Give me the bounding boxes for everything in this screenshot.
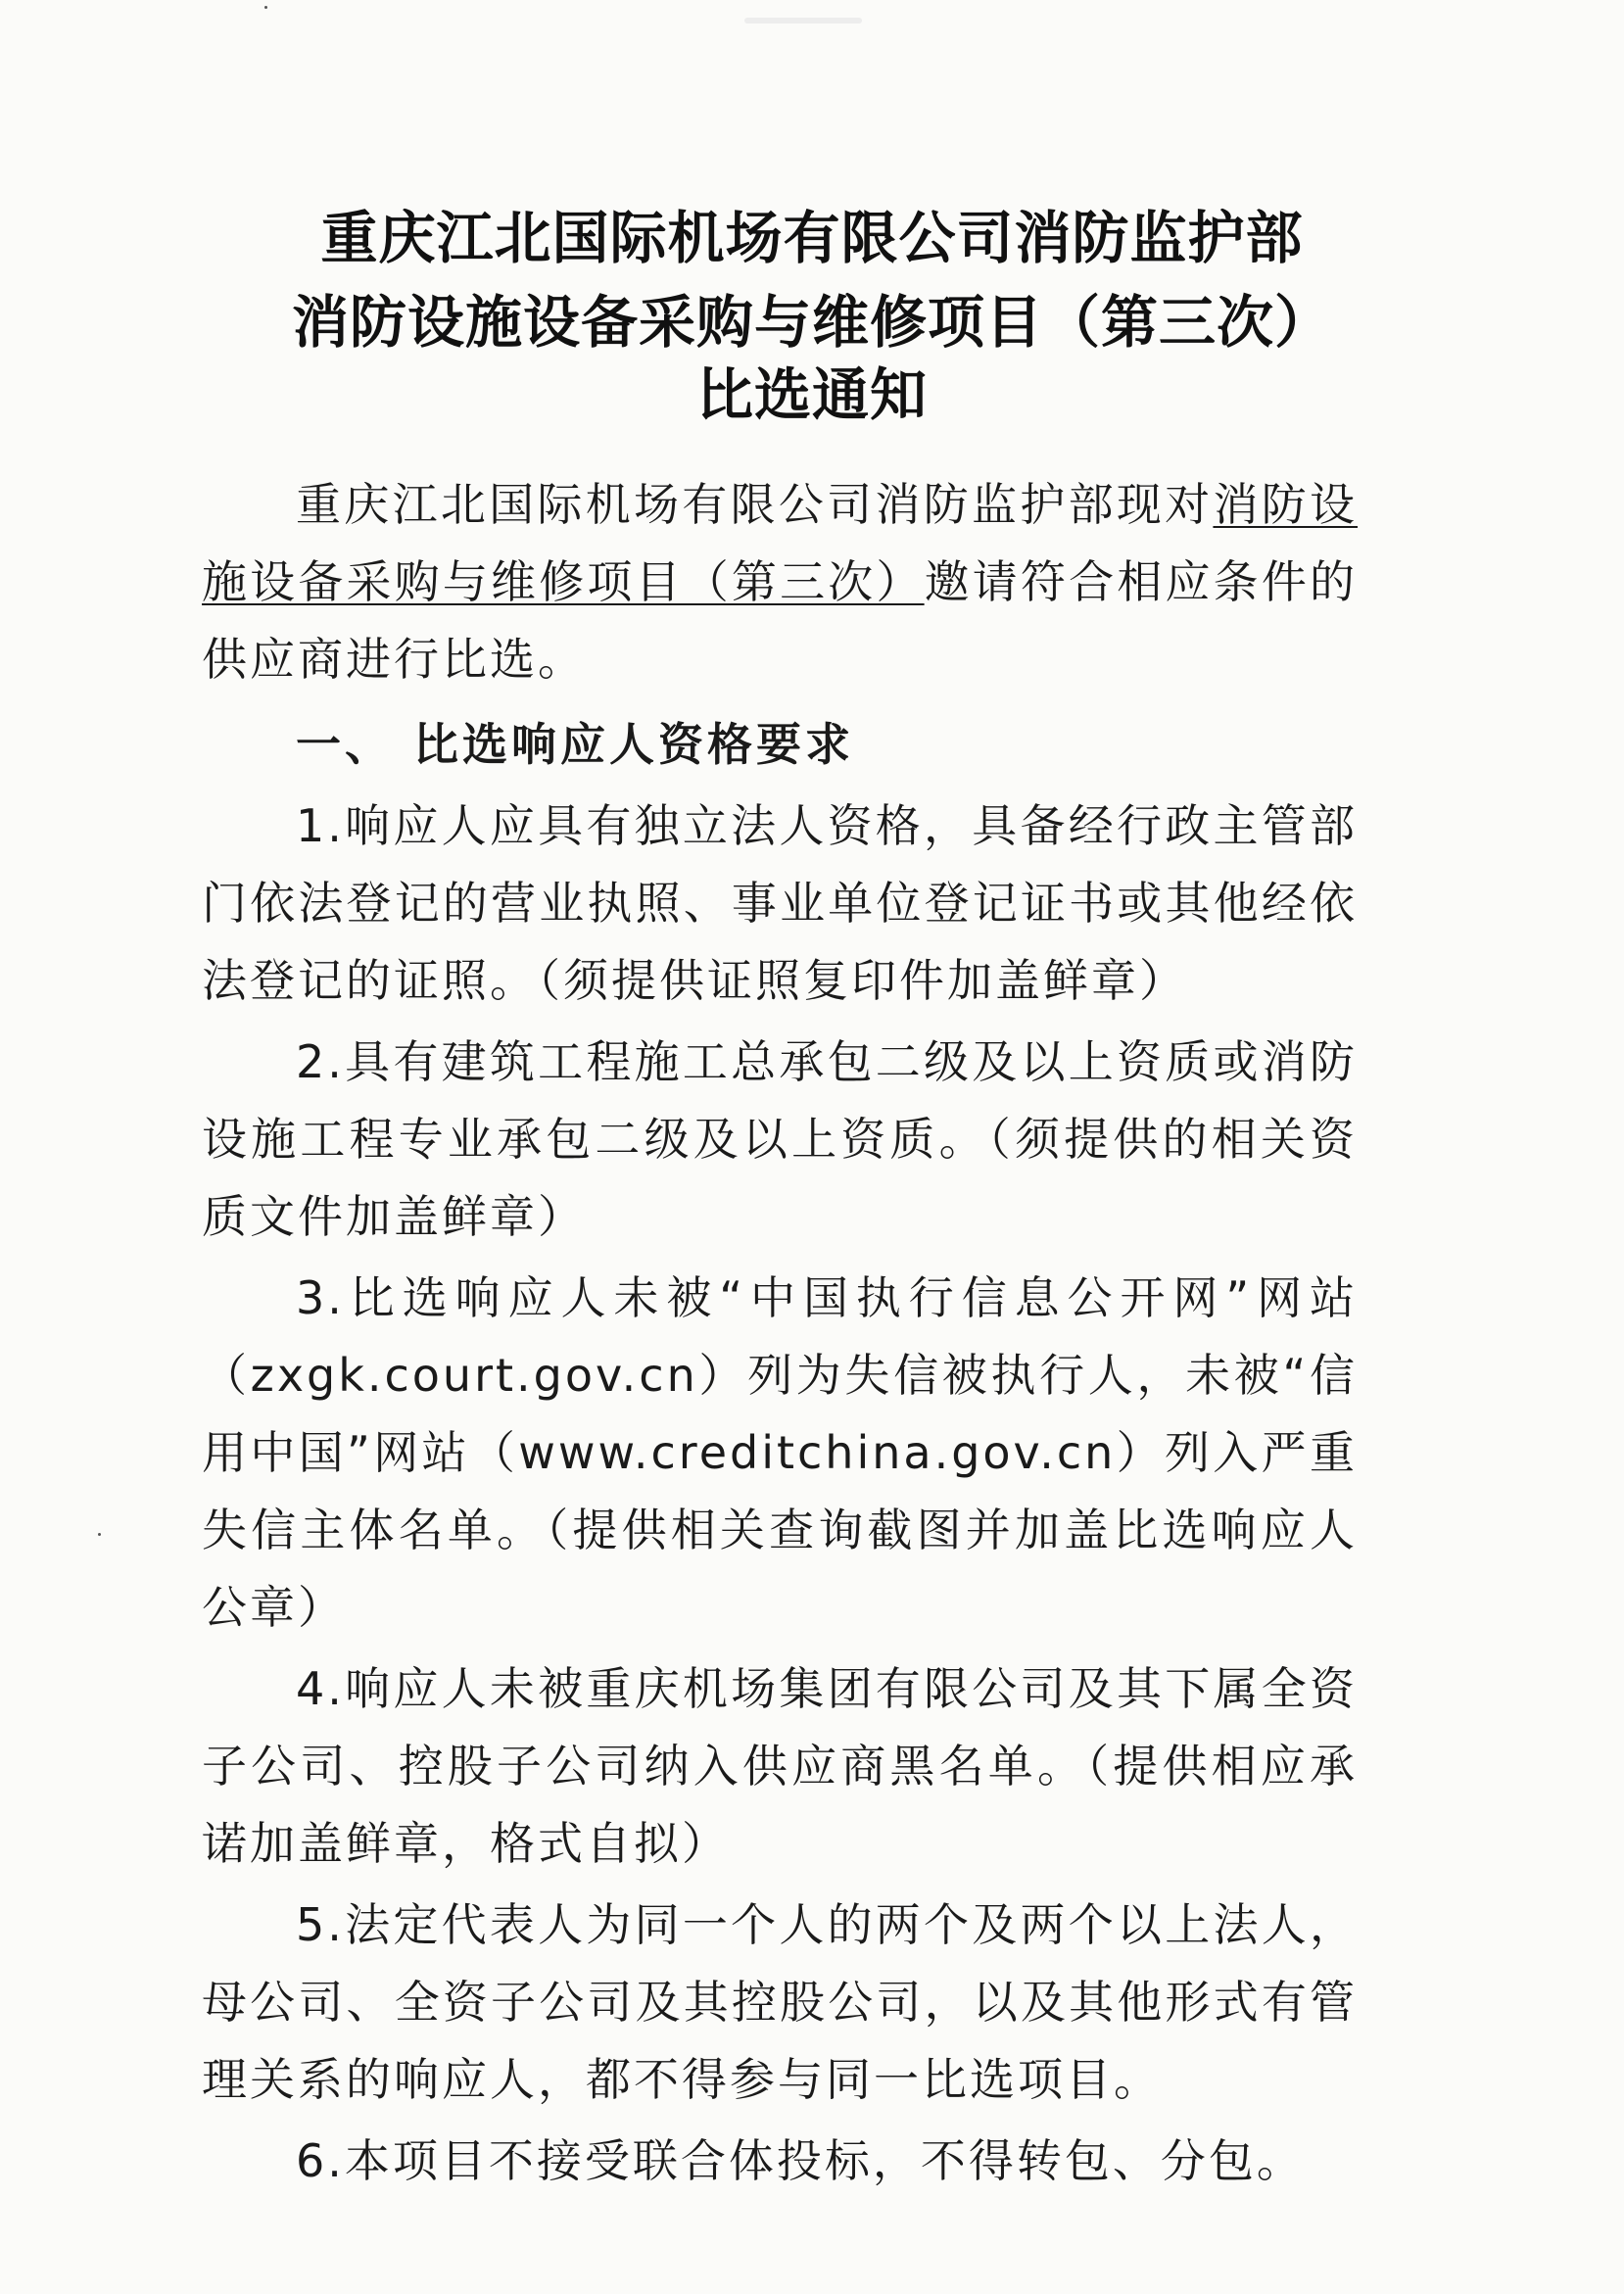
requirement-item: 4.响应人未被重庆机场集团有限公司及其下属全资子公司、控股子公司纳入供应商黑名单。（提供相应承诺加盖鲜章，格式自拟） [202,1662,1358,1870]
intro-project-name: 消防设施设备采购与维修项目（第三次） [202,478,1359,608]
requirement-item: 3.比选响应人未被“中国执行信息公开网”网站（zxgk.court.gov.cn）列为失信被执行人，未被“信用中国”网站（www.creditchina.gov.cn）列入严重失信主体名单。（提供相关查询截图并加盖比选响应人公章） [202,1271,1358,1634]
requirement-item: 2.具有建筑工程施工总承包二级及以上资质或消防设施工程专业承包二级及以上资质。（须提供的相关资质文件加盖鲜章） [202,1035,1358,1243]
scan-speck [98,1533,101,1536]
intro-text-after: 邀请符合相应条件的供应商进行比选。 [202,555,1359,686]
title-line-3: 比选通知 [695,361,928,428]
scan-speck [264,6,267,9]
requirement-item: 6.本项目不接受联合体投标，不得转包、分包。 [296,2134,1305,2187]
scan-mark [744,18,862,24]
requirement-item: 5.法定代表人为同一个人的两个及两个以上法人，母公司、全资子公司及其控股公司，以及其他形式有管理关系的响应人，都不得参与同一比选项目。 [202,1898,1358,2106]
requirement-item: 1.响应人应具有独立法人资格，具备经行政主管部门依法登记的营业执照、事业单位登记证书或其他经依法登记的证照。（须提供证照复印件加盖鲜章） [202,799,1358,1007]
document-body [202,466,1358,2200]
title-line-2: 消防设施设备采购与维修项目（第三次） [291,289,1332,356]
intro-text-before: 重庆江北国际机场有限公司消防监护部现对 [296,478,1214,531]
intro-paragraph [202,466,1358,698]
title-line-1: 重庆江北国际机场有限公司消防监护部 [320,205,1304,271]
section-heading: 一、 比选响应人资格要求 [296,718,855,771]
